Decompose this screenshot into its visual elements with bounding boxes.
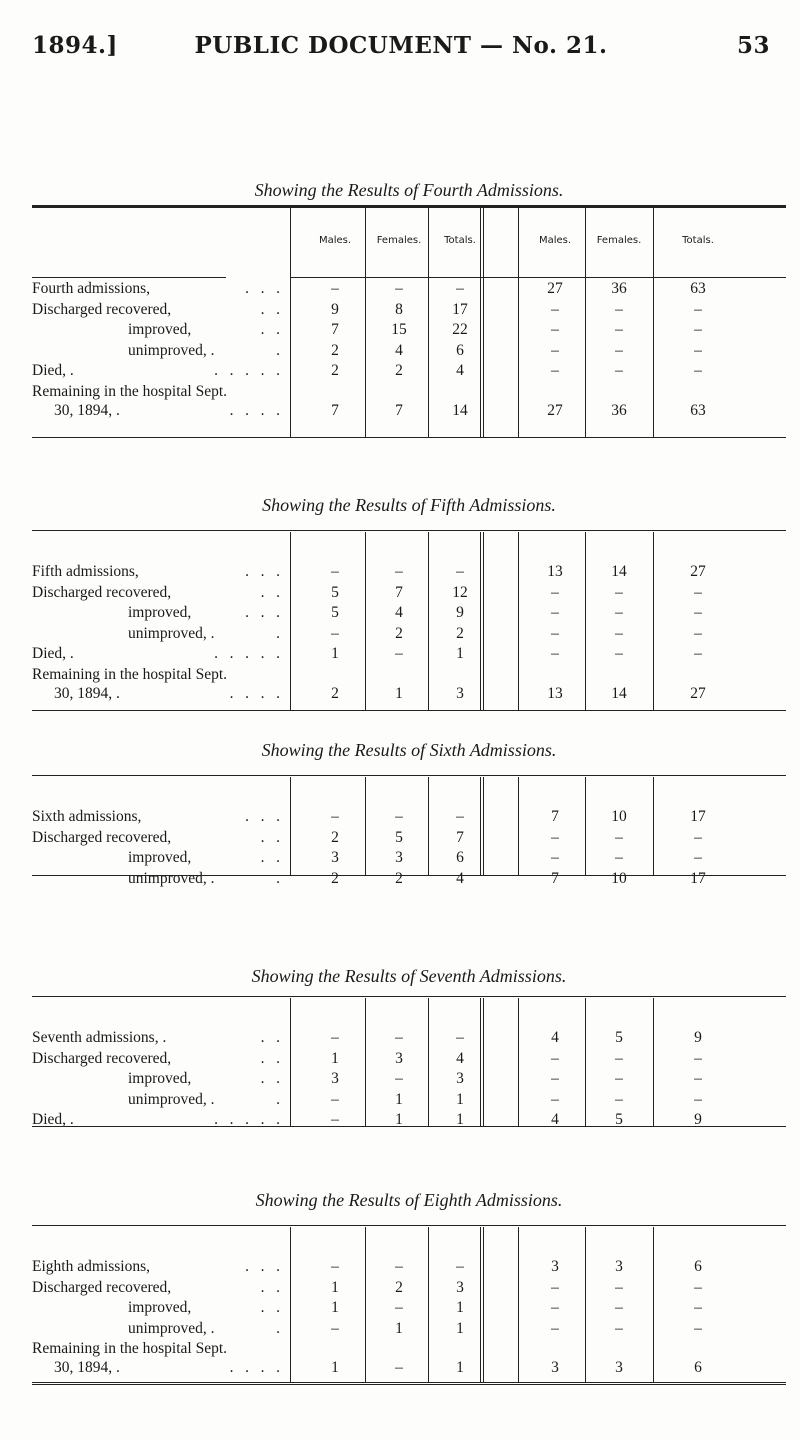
table-cell: 7 <box>395 583 403 601</box>
table-top-rule <box>32 996 786 997</box>
table-cell: 3 <box>395 1049 403 1067</box>
dot-leader: . <box>276 624 280 642</box>
row-label: unimproved, . <box>128 624 215 642</box>
table-row <box>32 402 786 420</box>
table-bottom-rule <box>32 1382 786 1385</box>
table-row <box>32 563 786 581</box>
table-cell: 2 <box>395 624 403 642</box>
table-cell: – <box>615 624 623 642</box>
table-cell: – <box>694 624 702 642</box>
table-cell: – <box>331 808 339 825</box>
table-cell: – <box>551 583 559 601</box>
header-rule <box>32 277 226 278</box>
row-label: Remaining in the hospital Sept. <box>32 1340 228 1357</box>
dot-leader: . . . . . <box>214 362 280 379</box>
table-cell: 1 <box>456 1299 464 1316</box>
table-cell: – <box>615 1070 623 1087</box>
table-top-rule <box>32 530 786 531</box>
table-cell: 3 <box>551 1359 559 1376</box>
table-cell: – <box>694 1278 702 1296</box>
table-cell: 5 <box>615 1029 623 1046</box>
table-cell: 4 <box>456 869 464 887</box>
table-cell: 3 <box>331 849 339 866</box>
table-cell: – <box>694 583 702 601</box>
dot-leader: . . <box>260 1278 280 1296</box>
table-cell: – <box>615 321 623 338</box>
table-row <box>32 1299 786 1317</box>
table-cell: – <box>694 300 702 318</box>
table-row <box>32 625 786 643</box>
table-bottom-rule <box>32 437 786 438</box>
table-cell: 22 <box>452 321 468 338</box>
table-cell: – <box>615 1049 623 1067</box>
row-label: Died, . <box>32 645 74 662</box>
table-cell: 9 <box>694 1111 702 1128</box>
table-cell: 12 <box>452 583 468 601</box>
table-row <box>32 1359 786 1377</box>
dot-leader: . . <box>260 1070 280 1087</box>
table-cell: 5 <box>331 604 339 621</box>
table-cell: 27 <box>547 401 563 419</box>
table-cell: – <box>694 321 702 338</box>
results-table-section <box>32 1190 786 1392</box>
table-cell: – <box>551 1070 559 1087</box>
table-cell: – <box>694 341 702 359</box>
table-row <box>32 342 786 360</box>
table-cell: – <box>615 1319 623 1337</box>
table-cell: – <box>395 645 403 662</box>
table-cell: 17 <box>452 300 468 318</box>
results-table-section <box>32 180 786 447</box>
dot-leader: . . <box>260 583 280 601</box>
table-cell: 1 <box>395 684 403 702</box>
table-row <box>32 666 786 684</box>
table-cell: – <box>331 1111 339 1128</box>
table-cell: – <box>615 300 623 318</box>
table-cell: 1 <box>331 1299 339 1316</box>
table-cell: – <box>615 1278 623 1296</box>
table-cell: – <box>456 808 464 825</box>
table-cell: 9 <box>331 300 339 318</box>
dot-leader: . . . <box>245 280 280 297</box>
table-cell: 27 <box>547 280 563 297</box>
table-row <box>32 1091 786 1109</box>
table-cell: – <box>615 604 623 621</box>
table-cell: 1 <box>395 1090 403 1108</box>
column-header: Males. <box>538 235 572 246</box>
row-label: improved, <box>128 1070 192 1087</box>
table-cell: – <box>694 1319 702 1337</box>
table-cell: 14 <box>611 684 627 702</box>
table-cell: 3 <box>456 684 464 702</box>
table-cell: 2 <box>331 684 339 702</box>
row-label: Fourth admissions, <box>32 280 150 297</box>
table-top-rule <box>32 775 786 776</box>
table-cell: – <box>615 849 623 866</box>
table-cell: – <box>551 828 559 846</box>
table-cell: 13 <box>547 684 563 702</box>
dot-leader: . <box>276 869 280 887</box>
table-cell: 27 <box>690 563 706 580</box>
table-cell: 2 <box>331 341 339 359</box>
dot-leader: . <box>276 1090 280 1108</box>
row-label: unimproved, . <box>128 1319 215 1337</box>
table-cell: 3 <box>331 1070 339 1087</box>
dot-leader: . <box>276 341 280 359</box>
table-cell: – <box>551 624 559 642</box>
table-row <box>32 584 786 602</box>
row-label: Died, . <box>32 362 74 379</box>
table-cell: 3 <box>551 1258 559 1275</box>
table-bottom-rule <box>32 710 786 711</box>
row-label: Discharged recovered, <box>32 1049 172 1067</box>
table-cell: 36 <box>611 280 627 297</box>
table-cell: – <box>551 604 559 621</box>
table-cell: – <box>694 849 702 866</box>
table-cell: – <box>331 280 339 297</box>
row-label: Remaining in the hospital Sept. <box>32 665 228 683</box>
table-cell: – <box>551 1319 559 1337</box>
table-cell: – <box>395 1359 403 1376</box>
table-cell: 5 <box>395 828 403 846</box>
table-cell: – <box>615 362 623 379</box>
table-cell: – <box>551 1299 559 1316</box>
table-cell: 17 <box>690 808 706 825</box>
row-label: Fifth admissions, <box>32 563 139 580</box>
table-cell: – <box>694 1070 702 1087</box>
table-cell: 4 <box>551 1111 559 1128</box>
dot-leader: . . <box>260 1029 280 1046</box>
table-cell: 1 <box>456 1359 464 1376</box>
table-cell: – <box>331 1258 339 1275</box>
table-cell: 17 <box>690 869 706 887</box>
row-label: Died, . <box>32 1111 74 1128</box>
dot-leader: . . . <box>245 604 280 621</box>
table-row <box>32 383 786 401</box>
table-cell: 3 <box>456 1070 464 1087</box>
table-cell: 13 <box>547 563 563 580</box>
table-cell: – <box>551 1049 559 1067</box>
row-label: unimproved, . <box>128 1090 215 1108</box>
table-cell: 14 <box>611 563 627 580</box>
table-cell: – <box>551 321 559 338</box>
table-top-rule <box>32 1225 786 1226</box>
table-cell: 4 <box>456 1049 464 1067</box>
column-header: Totals. <box>682 235 714 246</box>
table-title: Showing the Results of Seventh Admissions. <box>251 966 567 986</box>
table-row <box>32 301 786 319</box>
table-cell: – <box>331 1090 339 1108</box>
column-header: Females. <box>596 235 642 246</box>
table-cell: 6 <box>694 1359 702 1376</box>
row-label: Discharged recovered, <box>32 300 172 318</box>
table-bottom-rule <box>32 1126 786 1127</box>
table-cell: – <box>694 1049 702 1067</box>
table-cell: 4 <box>395 341 403 359</box>
dot-leader: . . . . <box>229 684 280 702</box>
dot-leader: . <box>276 1319 280 1337</box>
table-cell: 7 <box>331 401 339 419</box>
row-label: 30, 1894, . <box>54 1359 120 1376</box>
table-row <box>32 1050 786 1068</box>
table-cell: – <box>331 624 339 642</box>
table-cell: 3 <box>456 1278 464 1296</box>
results-table-section <box>32 966 786 1136</box>
table-cell: – <box>615 828 623 846</box>
table-row <box>32 808 786 826</box>
table-cell: – <box>395 563 403 580</box>
table-cell: – <box>615 645 623 662</box>
row-label: Discharged recovered, <box>32 828 172 846</box>
page-number: 53 <box>736 32 770 59</box>
table-cell: 27 <box>690 684 706 702</box>
table-cell: – <box>395 808 403 825</box>
row-label: Sixth admissions, <box>32 808 142 825</box>
results-table-section <box>32 495 786 720</box>
results-table-section <box>32 740 786 885</box>
table-row <box>32 829 786 847</box>
table-cell: – <box>395 1299 403 1316</box>
table-cell: 9 <box>694 1029 702 1046</box>
table-cell: 7 <box>551 869 559 887</box>
dot-leader: . . . . . <box>214 645 280 662</box>
table-cell: 1 <box>395 1319 403 1337</box>
table-cell: 1 <box>395 1111 403 1128</box>
table-cell: 1 <box>456 645 464 662</box>
row-label: unimproved, . <box>128 341 215 359</box>
table-cell: 6 <box>456 849 464 866</box>
table-cell: – <box>615 583 623 601</box>
column-header: Females. <box>376 235 422 246</box>
table-cell: – <box>456 280 464 297</box>
table-row <box>32 1320 786 1338</box>
table-cell: 63 <box>690 401 706 419</box>
dot-leader: . . <box>260 1299 280 1316</box>
table-cell: – <box>694 1299 702 1316</box>
row-label: Discharged recovered, <box>32 1278 172 1296</box>
table-cell: 2 <box>331 828 339 846</box>
table-title: Showing the Results of Sixth Admissions. <box>261 740 557 760</box>
table-cell: – <box>694 604 702 621</box>
dot-leader: . . . . <box>229 1359 280 1376</box>
table-cell: 9 <box>456 604 464 621</box>
table-cell: – <box>694 645 702 662</box>
table-cell: – <box>456 563 464 580</box>
header-title: PUBLIC DOCUMENT — No. 21. <box>194 32 608 59</box>
table-row <box>32 1070 786 1088</box>
row-label: 30, 1894, . <box>54 684 120 702</box>
table-cell: 10 <box>611 808 627 825</box>
column-header: Totals. <box>444 235 476 246</box>
table-cell: 4 <box>551 1029 559 1046</box>
row-label: improved, <box>128 849 192 866</box>
row-label: unimproved, . <box>128 869 215 887</box>
table-row <box>32 1258 786 1276</box>
table-cell: 1 <box>331 1359 339 1376</box>
table-bottom-rule <box>32 875 786 876</box>
table-cell: 2 <box>331 362 339 379</box>
table-title: Showing the Results of Eighth Admissions. <box>255 1190 563 1210</box>
table-cell: 5 <box>615 1111 623 1128</box>
table-cell: 1 <box>456 1090 464 1108</box>
table-cell: 1 <box>456 1111 464 1128</box>
table-row <box>32 362 786 380</box>
table-cell: – <box>331 1319 339 1337</box>
dot-leader: . . . . . <box>214 1111 280 1128</box>
dot-leader: . . <box>260 1049 280 1067</box>
row-label: Remaining in the hospital Sept. <box>32 382 228 400</box>
table-row <box>32 870 786 888</box>
table-row <box>32 849 786 867</box>
dot-leader: . . . <box>245 1258 280 1275</box>
table-cell: – <box>551 1278 559 1296</box>
table-cell: 3 <box>615 1258 623 1275</box>
table-cell: 3 <box>395 849 403 866</box>
dot-leader: . . . . <box>229 401 280 419</box>
dot-leader: . . <box>260 321 280 338</box>
row-label: improved, <box>128 1299 192 1316</box>
table-cell: 2 <box>456 624 464 642</box>
table-cell: – <box>456 1258 464 1275</box>
table-cell: 2 <box>395 1278 403 1296</box>
table-cell: 14 <box>452 401 468 419</box>
table-cell: – <box>395 1029 403 1046</box>
table-cell: – <box>331 563 339 580</box>
table-cell: 8 <box>395 300 403 318</box>
dot-leader: . . . <box>245 563 280 580</box>
row-label: Eighth admissions, <box>32 1258 150 1275</box>
table-cell: 6 <box>694 1258 702 1275</box>
header-rule <box>290 277 786 278</box>
table-title: Showing the Results of Fourth Admissions. <box>254 180 564 200</box>
dot-leader: . . <box>260 828 280 846</box>
table-cell: 2 <box>331 869 339 887</box>
table-cell: 2 <box>395 362 403 379</box>
table-row <box>32 685 786 703</box>
table-row <box>32 280 786 298</box>
table-cell: 36 <box>611 401 627 419</box>
table-cell: 15 <box>391 321 407 338</box>
table-cell: – <box>694 362 702 379</box>
table-cell: – <box>694 828 702 846</box>
table-cell: – <box>456 1029 464 1046</box>
table-row <box>32 321 786 339</box>
row-label: 30, 1894, . <box>54 401 120 419</box>
table-cell: 1 <box>331 645 339 662</box>
table-row <box>32 1279 786 1297</box>
row-label: Seventh admissions, . <box>32 1029 167 1046</box>
table-row <box>32 604 786 622</box>
row-label: improved, <box>128 604 192 621</box>
table-cell: – <box>331 1029 339 1046</box>
table-title: Showing the Results of Fifth Admissions. <box>262 495 556 515</box>
table-cell: – <box>615 341 623 359</box>
table-cell: 1 <box>456 1319 464 1337</box>
table-row <box>32 645 786 663</box>
table-cell: – <box>551 341 559 359</box>
table-top-rule <box>32 205 786 208</box>
dot-leader: . . <box>260 300 280 318</box>
column-header: Males. <box>318 235 352 246</box>
table-cell: 7 <box>456 828 464 846</box>
table-cell: 4 <box>456 362 464 379</box>
table-cell: 5 <box>331 583 339 601</box>
table-cell: – <box>395 1070 403 1087</box>
table-cell: 6 <box>456 341 464 359</box>
table-row <box>32 1029 786 1047</box>
table-cell: – <box>395 1258 403 1275</box>
table-cell: – <box>551 1090 559 1108</box>
table-row <box>32 1340 786 1358</box>
table-cell: – <box>551 645 559 662</box>
table-cell: 7 <box>395 401 403 419</box>
table-cell: 7 <box>331 321 339 338</box>
table-cell: 7 <box>551 808 559 825</box>
table-cell: – <box>551 300 559 318</box>
dot-leader: . . <box>260 849 280 866</box>
table-cell: – <box>395 280 403 297</box>
table-cell: 4 <box>395 604 403 621</box>
row-label: improved, <box>128 321 192 338</box>
table-cell: 1 <box>331 1049 339 1067</box>
table-cell: – <box>551 362 559 379</box>
table-cell: 63 <box>690 280 706 297</box>
table-cell: 1 <box>331 1278 339 1296</box>
table-cell: – <box>615 1090 623 1108</box>
row-label: Discharged recovered, <box>32 583 172 601</box>
table-cell: 10 <box>611 869 627 887</box>
table-cell: – <box>615 1299 623 1316</box>
dot-leader: . . . <box>245 808 280 825</box>
header-year: 1894.] <box>32 32 118 59</box>
table-cell: 2 <box>395 869 403 887</box>
table-cell: – <box>694 1090 702 1108</box>
table-cell: 3 <box>615 1359 623 1376</box>
table-cell: – <box>551 849 559 866</box>
